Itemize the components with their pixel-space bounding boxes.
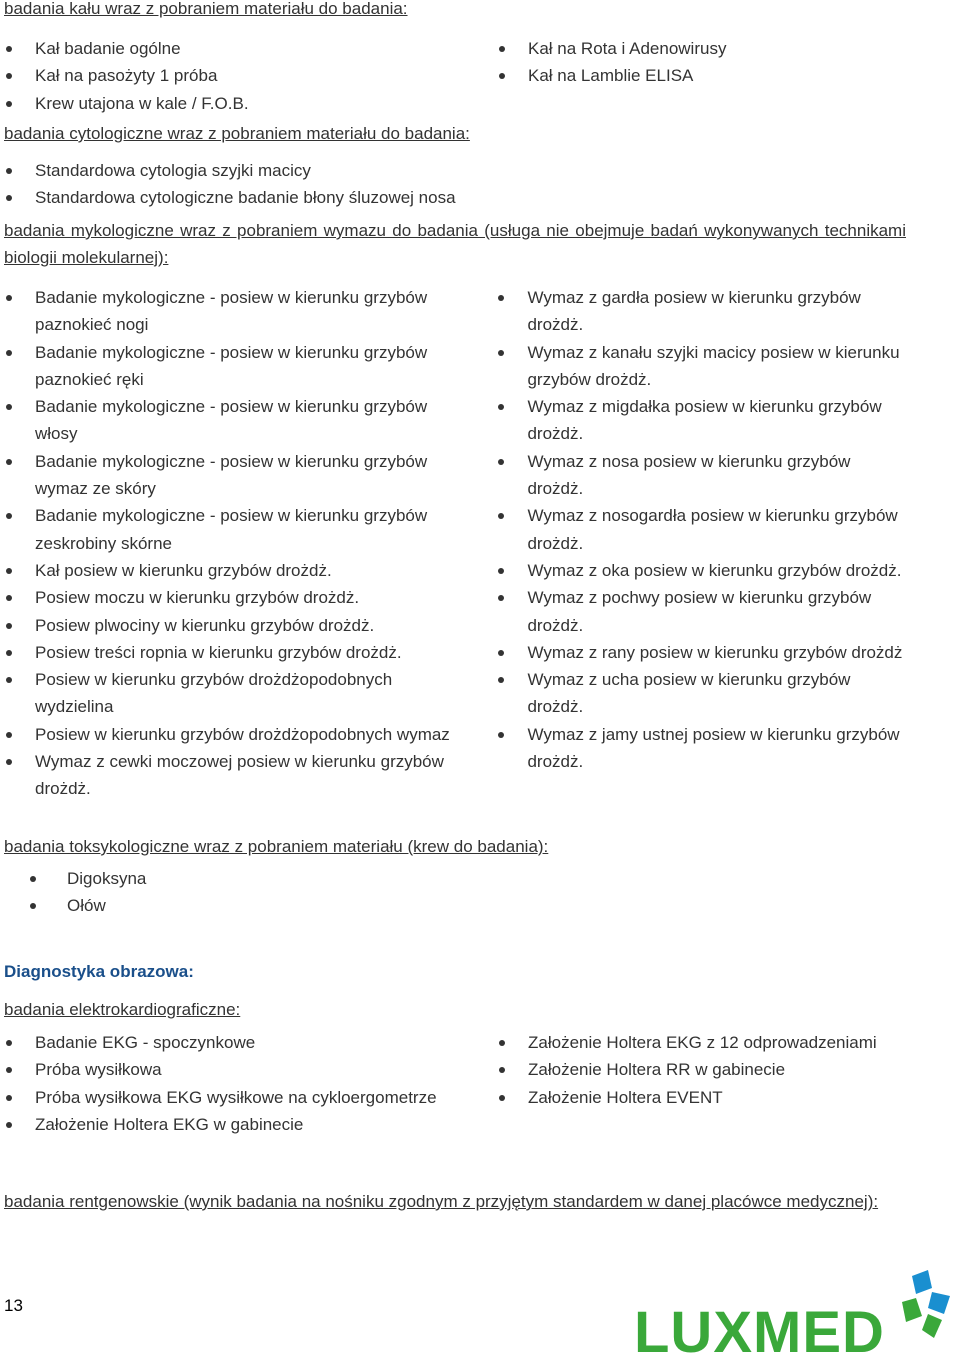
list-item: Badanie mykologiczne - posiew w kierunku grzybów wymaz ze skóry [4,448,465,503]
toxicology-list [4,865,944,920]
list-item: Krew utajona w kale / F.O.B. [4,90,497,117]
list-item: Posiew w kierunku grzybów drożdżopodobnych wymaz [4,721,465,748]
list-item: Wymaz z migdałka posiew w kierunku grzybów drożdż. [496,393,906,448]
list-item: Standardowa cytologia szyjki macicy [4,157,944,184]
heading-mycology: badania mykologiczne wraz z pobraniem wymazu do badania (usługa nie obejmuje badań wykonywanych technikami biologii molekularnej): [4,221,906,267]
list-item: Kał na Rota i Adenowirusy [497,35,917,62]
list-item: Badanie mykologiczne - posiew w kierunku grzybów zeskrobiny skórne [4,502,465,557]
list-item: Założenie Holtera EKG z 12 odprowadzeniami [497,1029,917,1056]
list-item: Digoksyna [4,865,944,892]
list-item: Posiew moczu w kierunku grzybów drożdż. [4,584,465,611]
heading-toxicology: badania toksykologiczne wraz z pobraniem materiału (krew do badania): [4,837,549,856]
list-item: Założenie Holtera EVENT [497,1084,917,1111]
list-item: Założenie Holtera RR w gabinecie [497,1056,917,1083]
list-item: Próba wysiłkowa EKG wysiłkowe na cykloergometrze [4,1084,466,1111]
heading-stool: badania kału wraz z pobraniem materiału do badania: [4,0,408,18]
heading-xray: badania rentgenowskie (wynik badania na nośniku zgodnym z przyjętym standardem w danej placówce medycznej): [4,1192,879,1211]
list-item: Wymaz z oka posiew w kierunku grzybów drożdż. [496,557,906,584]
list-item: Wymaz z ucha posiew w kierunku grzybów drożdż. [496,666,906,721]
section-xray [4,1188,944,1215]
list-item: Próba wysiłkowa [4,1056,466,1083]
section-ecg [4,996,944,1138]
list-item: Posiew w kierunku grzybów drożdżopodobnych wydzielina [4,666,465,721]
heading-cytology: badania cytologiczne wraz z pobraniem materiału do badania: [4,124,470,143]
list-item: Badanie mykologiczne - posiew w kierunku grzybów paznokieć ręki [4,339,465,394]
list-item: Wymaz z kanału szyjki macicy posiew w kierunku grzybów drożdż. [496,339,906,394]
list-item: Wymaz z pochwy posiew w kierunku grzybów drożdż. [496,584,906,639]
section-stool [4,0,944,117]
luxmed-logo [634,1266,952,1365]
list-item: Kał posiew w kierunku grzybów drożdż. [4,557,465,584]
list-item: Założenie Holtera EKG w gabinecie [4,1111,466,1138]
ecg-list-right [497,1029,917,1138]
list-item: Wymaz z rany posiew w kierunku grzybów drożdż [496,639,906,666]
heading-ecg: badania elektrokardiograficzne: [4,1000,241,1019]
mycology-list-left [4,284,465,803]
list-item: Wymaz z gardła posiew w kierunku grzybów drożdż. [496,284,906,339]
imaging-title: Diagnostyka obrazowa: [4,962,194,981]
list-item: Kał badanie ogólne [4,35,497,62]
list-item: Badanie EKG - spoczynkowe [4,1029,466,1056]
list-item: Badanie mykologiczne - posiew w kierunku grzybów paznokieć nogi [4,284,465,339]
cytology-list [4,157,944,212]
section-toxicology [4,833,944,920]
section-mycology [4,217,906,803]
list-item: Wymaz z nosa posiew w kierunku grzybów drożdż. [496,448,906,503]
list-item: Badanie mykologiczne - posiew w kierunku grzybów włosy [4,393,465,448]
list-item: Wymaz z nosogardła posiew w kierunku grzybów drożdż. [496,502,906,557]
stool-list-right [497,35,917,117]
ecg-list-left [4,1029,466,1138]
stool-list-left [4,35,497,117]
section-cytology [4,120,944,212]
list-item: Wymaz z jamy ustnej posiew w kierunku grzybów drożdż. [496,721,906,776]
list-item: Standardowa cytologiczne badanie błony śluzowej nosa [4,184,944,211]
list-item: Kał na Lamblie ELISA [497,62,917,89]
logo-text: LUXMED [634,1300,885,1365]
list-item: Ołów [4,892,944,919]
list-item: Posiew plwociny w kierunku grzybów drożdż. [4,612,465,639]
list-item: Posiew treści ropnia w kierunku grzybów drożdż. [4,639,465,666]
page-number: 13 [4,1296,23,1315]
mycology-list-right [496,284,906,803]
list-item: Kał na pasożyty 1 próba [4,62,497,89]
list-item: Wymaz z cewki moczowej posiew w kierunku grzybów drożdż. [4,748,465,803]
